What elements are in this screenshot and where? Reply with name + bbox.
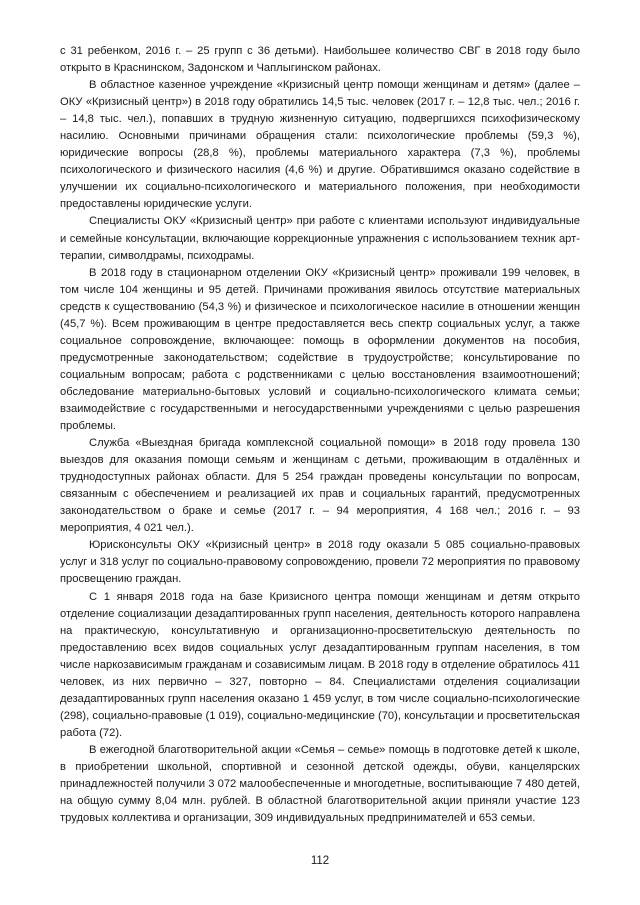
paragraph-5: Служба «Выездная бригада комплексной социальной помощи» в 2018 году провела 130 выездов для оказания помощи семьям и женщинам с детьми, проживающим в отдалённых и труднодоступных районах области. Для 5 254 граждан проведены консультации по вопросам, связанным с обеспечением и реализацией их прав и социальных гарантий, предусмотренных законодательством о браке и семье (2017 г. – 94 мероприятия, 4 168 чел.; 2016 г. – 93 мероприятия, 4 021 чел.). — [60, 437, 580, 535]
paragraph-2: В областное казенное учреждение «Кризисный центр помощи женщинам и детям» (далее – ОКУ «Кризисный центр») в 2018 году обратились 14,5 тыс. человек (2017 г. – 12,8 тыс. чел.; 2016 г. – 14,8 тыс. чел.), попавших в трудную жизненную ситуацию, подвергшихся психофизическому насилию. Основными причинами обращения стали: психологические проблемы (59,3 %), юридические вопросы (28,8 %), проблемы материального характера (7,3 %), проблемы психологического и физического насилия (4,6 %) и другие. Обратившимся оказано содействие в улучшении их социально-психологического и материального положения, при необходимости предоставлены юридические услуги. — [60, 79, 580, 211]
document-body — [60, 43, 580, 827]
paragraph-1: с 31 ребенком, 2016 г. – 25 групп с 36 детьми). Наибольшее количество СВГ в 2018 году было открыто в Краснинском, Задонском и Чаплыгинском районах. — [60, 45, 580, 75]
page-number: 112 — [310, 855, 330, 867]
paragraph-7: С 1 января 2018 года на базе Кризисного центра помощи женщинам и детям открыто отделение социализации дезадаптированных групп населения, деятельность которого направлена на практическую, консультативную и организационно-просветительскую деятельность по предоставлению всех видов социальных услуг дезадаптированным группам населения, в том числе наркозависимым гражданам и созависимым лицам. В 2018 году в отделение обратилось 411 человек, из них первично – 327, повторно – 84. Специалистами отделения социализации дезадаптированных групп населения оказано 1 459 услуг, в том числе социально-психологические (298), социально-правовые (1 019), социально-медицинские (70), консультации и просветительская работа (72). — [60, 590, 580, 739]
paragraph-3: Специалисты ОКУ «Кризисный центр» при работе с клиентами используют индивидуальные и семейные консультации, включающие коррекционные упражнения с использованием техник арт-терапии, символдрамы, психодрамы. — [60, 215, 580, 262]
paragraph-8: В ежегодной благотворительной акции «Семья – семье» помощь в подготовке детей к школе, в приобретении школьной, спортивной и сезонной детской одежды, обуви, канцелярских принадлежностей получили 3 072 малообеспеченные и многодетные, воспитывающие 7 480 детей, на общую сумму 8,04 млн. рублей. В областной благотворительной акции приняли участие 123 трудовых коллектива и организации, 309 индивидуальных предпринимателей и 653 семьи. — [60, 743, 580, 825]
paragraph-6: Юрисконсульты ОКУ «Кризисный центр» в 2018 году оказали 5 085 социально-правовых услуг и 318 услуг по социально-правовому сопровождению, провели 72 мероприятия по правовому просвещению граждан. — [60, 539, 580, 586]
paragraph-4: В 2018 году в стационарном отделении ОКУ «Кризисный центр» проживали 199 человек, в том числе 104 женщины и 95 детей. Причинами проживания явилось отсутствие материальных средств к существованию (54,3 %) и физическое и психологическое насилие в отношении женщин (45,7 %). Всем проживающим в центре предоставляется весь спектр социальных услуг, а также социальное сопровождение, включающее: помощь в оформлении документов на пособия, предусмотренные законодательством; содействие в трудоустройстве; консультирование по социальным вопросам; работа с родственниками с целью восстановления взаимоотношений; обследование материально-бытовых условий и социально-психологического климата семьи; взаимодействие с государственными и негосударственными учреждениями с целью разрешения проблемы. — [60, 266, 580, 433]
